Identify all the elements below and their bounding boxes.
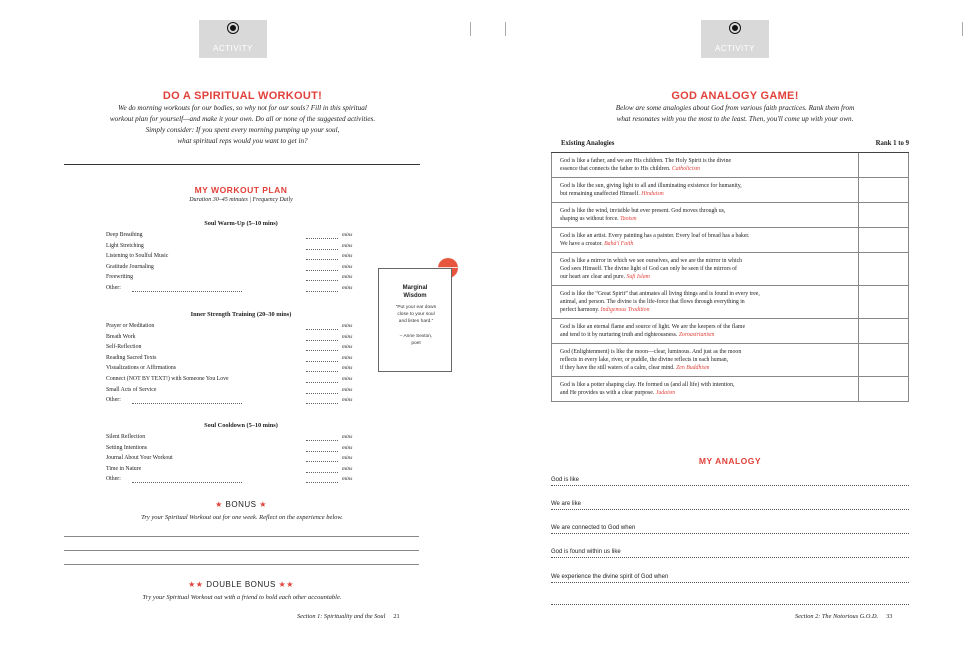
workout-item xyxy=(106,475,352,485)
faith-tradition: Taoism xyxy=(620,216,637,222)
rank-input-cell[interactable] xyxy=(858,377,909,401)
minutes-unit: mins xyxy=(342,397,353,404)
analogy-prompt[interactable] xyxy=(551,549,909,561)
workout-item-label: Gratitude Journaling xyxy=(106,263,154,270)
minutes-unit: mins xyxy=(342,354,353,361)
double-bonus-heading: ★★ DOUBLE BONUS ★★ xyxy=(188,580,294,589)
analogy-prompt[interactable] xyxy=(551,525,909,537)
analogy-text: God is like an artist. Every painting has a painter. Every loaf of bread has a baker. We have a creator. Bahá'í Faith xyxy=(560,233,750,247)
divider xyxy=(64,164,420,165)
workout-section-title: Soul Cooldown (5–10 mins) xyxy=(204,422,278,429)
activity-tab-label: ACTIVITY xyxy=(212,44,253,53)
minutes-input-line[interactable] xyxy=(306,472,338,473)
workout-item xyxy=(106,263,352,273)
minutes-unit: mins xyxy=(342,263,353,270)
analogy-text: God is like the wind, invisible but ever present. God moves through us, shaping us without force. Taoism xyxy=(560,208,726,222)
faith-tradition: Zoroastrianism xyxy=(678,332,715,338)
writing-line[interactable] xyxy=(551,509,909,510)
minutes-unit: mins xyxy=(342,434,353,440)
faith-tradition: Hinduism xyxy=(641,191,664,197)
page-number: 21 xyxy=(393,613,400,620)
activity-tab xyxy=(701,20,769,58)
marginal-wisdom-quote: “Put your ear down close to your soul and listen hard.” xyxy=(395,305,437,324)
workout-item-label: Freewriting xyxy=(106,274,134,281)
workout-item xyxy=(106,242,352,252)
rank-input-cell[interactable] xyxy=(858,344,909,376)
analogy-table xyxy=(551,152,909,402)
table-row xyxy=(551,286,909,319)
page-footer: Section 1: Spirituality and the Soul 21 xyxy=(297,613,400,620)
page-number: 33 xyxy=(886,613,893,620)
table-row xyxy=(551,253,909,286)
minutes-input-line[interactable] xyxy=(306,403,338,404)
faith-tradition: Indigenous Tradition xyxy=(600,307,650,313)
minutes-unit: mins xyxy=(342,476,353,483)
star-icon: ★★ xyxy=(278,580,294,589)
minutes-unit: mins xyxy=(342,242,353,249)
binder-hole-icon xyxy=(730,23,740,33)
workout-item xyxy=(106,396,352,406)
column-header-analogies: Existing Analogies xyxy=(561,140,615,147)
rank-input-cell[interactable] xyxy=(858,253,909,285)
workout-item xyxy=(106,231,352,241)
workout-item-label: Visualizations or Affirmations xyxy=(106,365,177,372)
minutes-input-line[interactable] xyxy=(306,361,338,362)
minutes-input-line[interactable] xyxy=(306,382,338,383)
minutes-unit: mins xyxy=(342,323,353,329)
analogy-text: God is like an eternal flame and source of light. We are the keepers of the flame and tend to it by nurturing truth and righteousness. Zoroastrianism xyxy=(560,324,746,338)
workout-item xyxy=(106,444,352,454)
table-row xyxy=(551,178,909,203)
star-icon: ★★ xyxy=(188,580,204,589)
analogy-text: God (Enlightenment) is like the moon—clear, luminous. And just as the moon reflects in every lake, river, or puddle, the divine reflects in each human, if they have the still waters of a calm, clear mind. Zen Buddhism xyxy=(560,349,742,371)
minutes-input-line[interactable] xyxy=(306,329,338,330)
analogy-text: God is like a mirror in which we see ourselves, and we are the mirror in which God sees Himself. The divine light of God can only be seen if the mirrors of our heart are clear and pure. Sufi Islam xyxy=(560,258,743,280)
workout-plan-duration: Duration 30–45 minutes | Frequency Daily xyxy=(189,197,293,203)
analogy-text: God is like a father, and we are His children. The Holy Spirit is the divine essence that connects the father to His children. Catholicism xyxy=(560,158,732,172)
workout-item-label: Light Stretching xyxy=(106,242,144,249)
workout-item-label: Self-Reflection xyxy=(106,344,142,351)
workout-item-label: Connect (NOT BY TEXT!) with Someone You Love xyxy=(106,376,229,382)
minutes-input-line[interactable] xyxy=(306,393,338,394)
analogy-prompt[interactable] xyxy=(551,574,909,586)
minutes-unit: mins xyxy=(342,386,353,393)
rank-input-cell[interactable] xyxy=(858,153,909,177)
workout-item xyxy=(106,322,352,332)
analogy-text: God is like a potter shaping clay. He formed us (and all life) with intention, and He provides us with a clear purpose. Judaism xyxy=(560,382,735,396)
workout-item-label: Listening to Soulful Music xyxy=(106,253,169,260)
writing-line[interactable] xyxy=(64,536,419,537)
minutes-unit: mins xyxy=(342,376,353,382)
table-row xyxy=(551,203,909,228)
star-icon: ★ xyxy=(215,500,223,509)
writing-line[interactable] xyxy=(551,533,909,534)
minutes-input-line[interactable] xyxy=(306,340,338,341)
other-input-line[interactable] xyxy=(132,291,242,292)
other-input-line[interactable] xyxy=(132,403,242,404)
rank-input-cell[interactable] xyxy=(858,178,909,202)
writing-line[interactable] xyxy=(551,557,909,558)
minutes-input-line[interactable] xyxy=(306,249,338,250)
prompt-label: We are like xyxy=(551,501,581,507)
workout-item-label: Reading Sacred Texts xyxy=(106,354,157,361)
table-row xyxy=(551,344,909,377)
minutes-input-line[interactable] xyxy=(306,280,338,281)
marginal-wisdom-box xyxy=(378,268,452,372)
workout-item xyxy=(106,386,352,396)
column-header-rank: Rank 1 to 9 xyxy=(875,140,909,147)
faith-tradition: Bahá'í Faith xyxy=(604,241,634,247)
writing-line[interactable] xyxy=(551,604,909,605)
workout-item xyxy=(106,284,352,294)
minutes-unit: mins xyxy=(342,365,353,372)
workout-item-label: Other: xyxy=(106,476,121,483)
analogy-prompt[interactable] xyxy=(551,501,909,513)
other-input-line[interactable] xyxy=(132,482,242,483)
bonus-text: Try your Spiritual Workout out for one week. Reflect on the experience below. xyxy=(141,514,343,521)
workout-item xyxy=(106,343,352,353)
minutes-input-line[interactable] xyxy=(306,259,338,260)
star-icon: ★ xyxy=(259,500,267,509)
workout-item-label: Time in Nature xyxy=(106,465,142,472)
minutes-input-line[interactable] xyxy=(306,482,338,483)
workout-item-label: Small Acts of Service xyxy=(106,386,157,393)
faith-tradition: Zen Buddhism xyxy=(676,365,710,371)
minutes-unit: mins xyxy=(342,455,353,462)
workout-item-label: Setting Intentions xyxy=(106,444,148,451)
table-row xyxy=(551,228,909,253)
minutes-input-line[interactable] xyxy=(306,440,338,441)
page-title: GOD ANALOGY GAME! xyxy=(671,90,799,102)
workout-item-label: Silent Reflection xyxy=(106,434,146,440)
minutes-input-line[interactable] xyxy=(306,371,338,372)
minutes-unit: mins xyxy=(342,232,353,238)
faith-tradition: Catholicism xyxy=(671,166,700,172)
page-title: DO A SPIRITUAL WORKOUT! xyxy=(162,90,323,102)
rank-input-cell[interactable] xyxy=(858,203,909,227)
bonus-heading: ★ BONUS ★ xyxy=(215,500,267,509)
intro-text: We do morning workouts for our bodies, so why not for our souls? Fill in this spiritual workout plan for yourself—and make it your own. Do all or none of the suggested activities. Simply consider: If you spent every morning pumping up your soul, what spiritual reps would you want to get in? xyxy=(109,104,376,145)
workout-item xyxy=(106,273,352,283)
crop-mark xyxy=(470,22,471,36)
writing-line[interactable] xyxy=(64,564,419,565)
prompt-label: We experience the divine spirit of God when xyxy=(551,574,669,580)
minutes-input-line[interactable] xyxy=(306,238,338,239)
double-bonus-text: Try your Spiritual Workout out with a friend to hold each other accountable. xyxy=(142,594,342,601)
rank-input-cell[interactable] xyxy=(858,319,909,343)
prompt-label: God is found within us like xyxy=(551,549,621,555)
prompt-label: God is like xyxy=(551,477,580,483)
analogy-prompt[interactable] xyxy=(551,477,909,489)
minutes-unit: mins xyxy=(342,274,353,281)
marginal-wisdom-title: Marginal Wisdom xyxy=(402,285,428,299)
workout-item xyxy=(106,375,352,385)
workout-item xyxy=(106,465,352,475)
activity-tab xyxy=(199,20,267,58)
analogy-text: God is like the sun, giving light to all and illuminating existence for humanity, but remaining unaffected Himself. Hinduism xyxy=(560,183,742,197)
minutes-input-line[interactable] xyxy=(306,451,338,452)
my-analogy-title: MY ANALOGY xyxy=(698,456,762,466)
workout-item xyxy=(106,364,352,374)
workout-item xyxy=(106,454,352,464)
workout-section-title: Inner Strength Training (20–30 mins) xyxy=(190,311,292,318)
workout-item-label: Other: xyxy=(106,285,121,291)
table-header xyxy=(561,140,909,152)
writing-line[interactable] xyxy=(551,485,909,486)
workout-item-label: Other: xyxy=(106,397,121,404)
workout-item-label: Breath Work xyxy=(106,333,136,340)
minutes-input-line[interactable] xyxy=(306,350,338,351)
workout-item-label: Prayer or Meditation xyxy=(106,323,155,329)
workout-item-label: Deep Breathing xyxy=(106,232,143,238)
table-row xyxy=(551,319,909,344)
binder-hole-icon xyxy=(228,23,238,33)
minutes-unit: mins xyxy=(342,465,353,472)
minutes-input-line[interactable] xyxy=(306,291,338,292)
analogy-text: God is like the “Great Spirit” that animates all living things and is found in every tree, animal, and person. The divine is the life-force that flows through everything in perfect harmony. Indigenous Tradition xyxy=(560,291,760,313)
rank-input-cell[interactable] xyxy=(858,228,909,252)
workout-item xyxy=(106,433,352,443)
minutes-input-line[interactable] xyxy=(306,270,338,271)
workout-item xyxy=(106,354,352,364)
page-footer: Section 2: The Notorious G.O.D. 33 xyxy=(795,613,893,620)
intro-text: Below are some analogies about God from various faith practices. Rank them from what resonates with you the most to the least. Then, you'll come up with your own. xyxy=(615,104,855,123)
minutes-unit: mins xyxy=(342,444,353,451)
workout-plan-title: MY WORKOUT PLAN xyxy=(194,185,288,195)
table-row xyxy=(551,153,909,178)
workout-section-title: Soul Warm-Up (5–10 mins) xyxy=(204,220,278,227)
minutes-unit: mins xyxy=(342,333,353,340)
minutes-unit: mins xyxy=(342,344,353,351)
workout-item xyxy=(106,252,352,262)
marginal-wisdom-source: – Anne Sexton, poet xyxy=(399,334,433,346)
workout-item-label: Journal About Your Workout xyxy=(106,455,173,462)
faith-tradition: Sufi Islam xyxy=(626,274,650,280)
faith-tradition: Judaism xyxy=(655,390,676,396)
minutes-unit: mins xyxy=(342,285,353,291)
workout-item xyxy=(106,333,352,343)
minutes-input-line[interactable] xyxy=(306,461,338,462)
table-row xyxy=(551,377,909,402)
activity-tab-label: ACTIVITY xyxy=(714,44,755,53)
prompt-label: We are connected to God when xyxy=(551,525,636,531)
rank-input-cell[interactable] xyxy=(858,286,909,318)
minutes-unit: mins xyxy=(342,253,353,260)
writing-line[interactable] xyxy=(64,550,419,551)
writing-line[interactable] xyxy=(551,582,909,583)
